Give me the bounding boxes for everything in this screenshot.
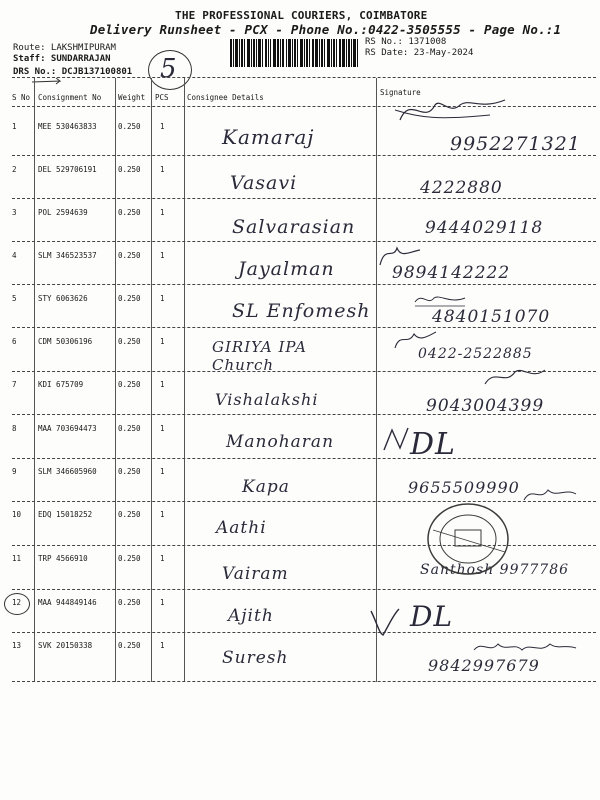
row-sno: 5 (12, 294, 17, 303)
row-signature: 0422-2522885 (418, 346, 533, 362)
row-sno: 10 (12, 510, 22, 519)
row-pcs: 1 (160, 251, 165, 260)
row-sno: 9 (12, 467, 17, 476)
row-consignment: STY 6063626 (38, 294, 88, 303)
row-consignment: POL 2594639 (38, 208, 88, 217)
row-weight: 0.250 (118, 467, 141, 476)
row-signature: 9842997679 (428, 656, 540, 675)
rs-number: RS No.: 1371008 (365, 37, 447, 47)
row-consignee: Kamaraj (222, 125, 315, 149)
row-pcs: 1 (160, 424, 165, 433)
row-weight: 0.250 (118, 251, 141, 260)
row-divider (12, 681, 596, 682)
row-consignment: DEL 529706191 (38, 165, 97, 174)
row-sno: 7 (12, 380, 17, 389)
row-sno: 3 (12, 208, 17, 217)
row-consignment: KDI 675709 (38, 380, 84, 389)
row-signature: DL (410, 600, 454, 633)
row-pcs: 1 (160, 510, 165, 519)
row-divider (12, 241, 596, 242)
row-weight: 0.250 (118, 208, 141, 217)
row-sno: 11 (12, 554, 22, 563)
row-weight: 0.250 (118, 598, 141, 607)
row-consignee: Vasavi (230, 172, 298, 194)
row-sno: 6 (12, 337, 17, 346)
row-pcs: 1 (160, 294, 165, 303)
row-signature: DL (410, 427, 456, 462)
signature-scribble (410, 290, 470, 310)
grid-col-divider (376, 78, 377, 682)
row-pcs: 1 (160, 208, 165, 217)
row-signature: 4840151070 (432, 307, 551, 327)
row-divider (12, 458, 596, 459)
row-weight: 0.250 (118, 641, 141, 650)
row-pcs: 1 (160, 554, 165, 563)
col-header-sno: S No (12, 93, 31, 102)
row-consignee: Manoharan (226, 432, 335, 452)
row-divider (12, 414, 596, 415)
row-consignment: SVK 20150338 (38, 641, 93, 650)
row-pcs: 1 (160, 467, 165, 476)
header-rule-top (12, 77, 596, 78)
row-divider (12, 198, 596, 199)
runsheet-subtitle: Delivery Runsheet - PCX - Phone No.:0422-3505555 - Page No.:1 (90, 22, 562, 37)
row-consignee: Vishalakshi (215, 390, 319, 409)
row-divider (12, 632, 596, 633)
grid-col-divider (151, 78, 152, 682)
row-consignee: Salvarasian (232, 216, 356, 238)
signature-scribble (520, 482, 580, 508)
row-consignee: Vairam (222, 564, 289, 584)
row-sno: 13 (12, 641, 22, 650)
signature-scribble (380, 90, 510, 130)
row-consignee: GIRIYA IPA Church (212, 338, 307, 374)
signature-scribble (365, 605, 405, 639)
col-header-consignment: Consignment No (38, 93, 102, 102)
row-pcs: 1 (160, 598, 165, 607)
row-sno: 1 (12, 122, 17, 131)
row-consignment: CDM 50306196 (38, 337, 93, 346)
row-weight: 0.250 (118, 294, 141, 303)
row-consignment: TRP 4566910 (38, 554, 88, 563)
signature-scribble (375, 240, 425, 270)
row-consignment: MEE 530463833 (38, 122, 97, 131)
row-sno: 4 (12, 251, 17, 260)
drs-number: DRS No.: DCJB137100801 (13, 67, 133, 77)
row-sno: 2 (12, 165, 17, 174)
row-divider (12, 284, 596, 285)
row-signature: 9952271321 (450, 133, 581, 155)
row-consignee: Jayalman (238, 258, 335, 280)
row-divider (12, 589, 596, 590)
route-label: Route: LAKSHMIPURAM (13, 43, 116, 53)
row-weight: 0.250 (118, 510, 141, 519)
col-header-consignee: Consignee Details (187, 93, 264, 102)
row-weight: 0.250 (118, 165, 141, 174)
row-consignee: Aathi (216, 518, 267, 538)
row-consignee: Suresh (222, 648, 289, 668)
row-consignment: SLM 346605960 (38, 467, 97, 476)
company-stamp (425, 500, 511, 578)
row-pcs: 1 (160, 122, 165, 131)
row-weight: 0.250 (118, 554, 141, 563)
row-consignment: SLM 346523537 (38, 251, 97, 260)
row-weight: 0.250 (118, 380, 141, 389)
row-consignee: Ajith (228, 606, 274, 626)
rs-date: RS Date: 23-May-2024 (365, 48, 474, 58)
grid-col-divider (184, 78, 185, 682)
signature-scribble (380, 420, 420, 456)
signature-scribble (480, 362, 550, 392)
row-weight: 0.250 (118, 424, 141, 433)
row-weight: 0.250 (118, 337, 141, 346)
row-signature: 9655509990 (408, 478, 520, 497)
row-signature: Santhosh 9977786 (420, 562, 570, 578)
row-consignment: MAA 944849146 (38, 598, 97, 607)
row-consignee: Kapa (242, 477, 290, 497)
staff-label: Staff: SUNDARRAJAN (13, 54, 111, 64)
row-weight: 0.250 (118, 122, 141, 131)
row-signature: 4222880 (420, 178, 503, 198)
handwritten-mark: 5 (160, 54, 178, 84)
row-signature: 9444029118 (425, 218, 544, 238)
signature-scribble (470, 636, 580, 658)
barcode-image (230, 39, 358, 67)
row-divider (12, 327, 596, 328)
row-sno: 12 (12, 598, 22, 607)
row-consignment: MAA 703694473 (38, 424, 97, 433)
grid-col-divider (34, 78, 35, 682)
row-signature: 9043004399 (426, 396, 545, 416)
row-divider (12, 155, 596, 156)
row-pcs: 1 (160, 165, 165, 174)
row-pcs: 1 (160, 641, 165, 650)
row-pcs: 1 (160, 380, 165, 389)
col-header-weight: Weight (118, 93, 146, 102)
col-header-signature: Signature (380, 88, 421, 97)
row-pcs: 1 (160, 337, 165, 346)
row-signature: 9894142222 (392, 263, 511, 283)
signature-scribble (390, 328, 440, 352)
document-title: THE PROFESSIONAL COURIERS, COIMBATORE (175, 9, 428, 22)
row-consignment: EDQ 15018252 (38, 510, 93, 519)
grid-col-divider (115, 78, 116, 682)
col-header-pcs: PCS (155, 93, 169, 102)
row-consignee: SL Enfomesh (232, 300, 371, 322)
row-sno: 8 (12, 424, 17, 433)
